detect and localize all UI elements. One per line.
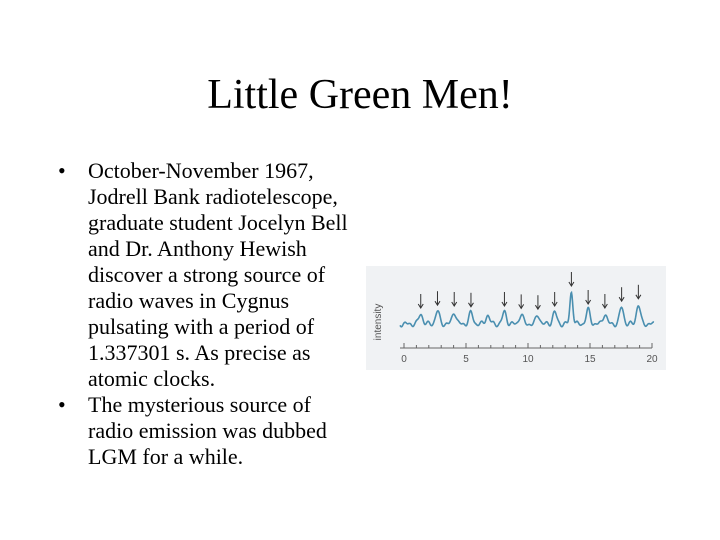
slide-title: Little Green Men!: [207, 72, 513, 118]
x-tick-label: 20: [646, 354, 658, 365]
bullet-item: [58, 158, 358, 392]
bullet-list: [58, 158, 358, 470]
pulsar-figure: [366, 266, 666, 370]
bullet-item: [58, 392, 358, 470]
bullet-text: October-November 1967, Jodrell Bank radiotelescope, graduate student Jocelyn Bell and Dr. Anthony Hewish discover a strong source of radio waves in Cygnus pulsating with a period of 1.337301 s. As precise as atomic clocks.: [88, 158, 348, 391]
x-tick-label: 15: [584, 354, 596, 365]
pulsar-chart: [366, 266, 666, 370]
x-tick-label: 5: [463, 354, 469, 365]
bullet-marker: •: [58, 392, 66, 417]
bullet-marker: •: [58, 158, 66, 183]
signal-trace: [400, 293, 654, 327]
x-tick-label: 0: [401, 354, 407, 365]
y-axis-label: intensity: [373, 303, 384, 341]
x-tick-label: 10: [522, 354, 534, 365]
bullet-text: The mysterious source of radio emission was dubbed LGM for a while.: [88, 392, 327, 469]
